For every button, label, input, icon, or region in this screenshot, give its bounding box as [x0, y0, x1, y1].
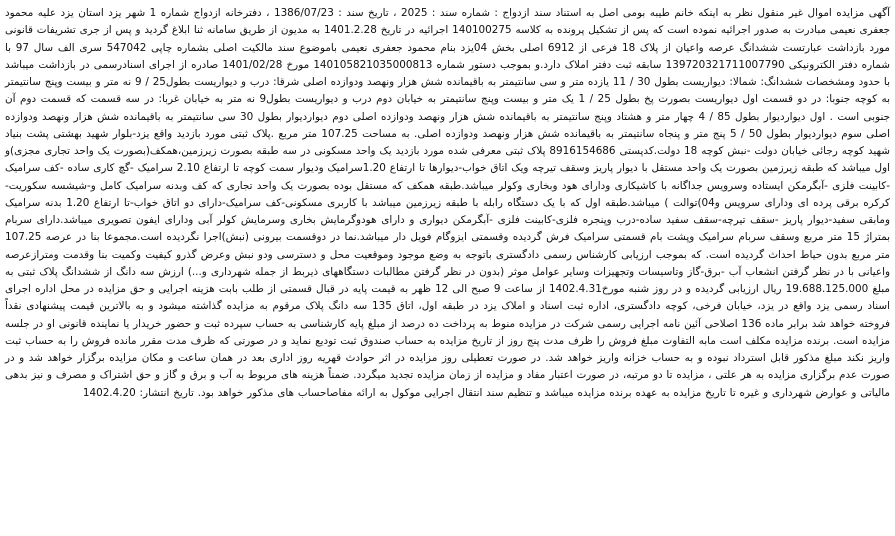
- auction-notice: [5, 5, 890, 526]
- notice-body-text: آگهی مزایده اموال غیر منقول نظر به اینکه خانم طیبه بومی اصل به استناد سند ازدواج : شماره سند : 2025 ، تاریخ سند : 1386/07/23 ، دفترخانه ازدواج شماره 1 شهر یزد استان یزد علیه محمود جعفری نعیمی مبادرت به صدور اجرائیه نموده است که پس از تشکیل پرونده به کلاسه 140100275 اجرائیه در تاریخ 1401.2.28 به مدیون از طریق سامانه ثنا ابلاغ گردید و پس از جری تشریفات قانونی مورد بازداشت عبارتست ششدانگ عرصه واعیان از پلاک 18 فرعی از 6912 اصلی بخش 04یزد بنام محمود جعفری نعیمی باموضوع سند مالکیت اصلی بشماره چاپی 547042 سری الف سال 97 با شماره دفتر الکترونیکی 13972032171100779​0 سابقه ثبت دفتر املاک دارد.و بموجب دستور شماره 140105821035000813 مورخ 1401/02/28 صادره از اجرای اسنادرسمی در بازداشت میباشد با حدود ومشخصات ششدانگ: شمالا: دیواریست بطول 30 / 11 یازده متر و سی سانتیمتر به باقیمانده شش هزار ونهصد ودوازده اصلی شرقا: درب و دیواریست بطول25 / 9 نه متر و بیست وپنج سانتیمتر به کوچه جنوبا: در دو قسمت اول دیواریست بصورت پخ بطول 25 / 1 یک متر و بیست وپنج سانتیمتر به خیابان دوم درب و دیواریست بطول9 نه متر به خیابان غربا: در سه قسمت که قسمت دوم آن جنوبی است . اول دیواردیوار بطول 85 / 4 چهار متر و هشتاد وپنج سانتیمتر به باقیمانده شش هزار ونهصد ودوازده اصلی دوم دیواردیوار بطول 30 سی سانتیمتر به باقیمانده شش هزار ونهصد ودوازده اصلی سوم دیواردیوار بطول 50 / 5 پنج متر و پنجاه سانتیمتر به باقیمانده شش هزار ونهصد ودوازده اصلی. به مساحت 107.25 متر مربع .پلاک ثبتی مورد بازدید واقع یزد-بلوار شهید بهشتی پشت بنیاد شهید کوچه رجائی خیابان دولت -نبش کوچه 18 دولت.کدپستی 8916154686 پلاک ثبتی معرفی شده مورد بازدید یک واحد مسکونی در سه طبقه بصورت زیرزمین،همکف(بصورت یک واحد تجاری مجزی)و اول میباشد که طبقه زیرزمین بصورت یک واحد مستقل با دیوار پاریز وسقف تیرچه ویک اتاق خواب-دیوارها تا ارتفاع 1.20سرامیک ودیوار سمت کوچه تا ارتفاع 2.10 سرامیک -گچ کاری ساده -کف سرامیک -کابینت فلزی -آبگرمکن ایستاده وسرویس جداگانه با کاشیکاری ودارای هود وبخاری وکولر میباشد.طبقه همکف که مستقل بوده بصورت یک واحد تجاری که کف وبدنه سرامیک کامل و-شیشسه سکوریت-کرکره برقی پرده ای ودارای سرویس و04)توالت ) میباشد.طبقه اول که با یک دستگاه رابله با طبقه زیرزمین میباشد با کاربری مسکونی-کف سرامیک-دارای دو اتاق خواب-تا ارتفاع 1.20 بدنه سرامیک ومابقی سفید-دیوار پاریز -سقف تیرچه-سقف سفید ساده-درب وپنجره فلزی-کابینت فلزی -آبگرمکن دیواری و دارای هودوگرمایش بخاری وسرمایش کولر آبی ودارای ایفون تصویری میباشد.دارای سربام بمتراژ 15 متر مربع وسقف سربام سرامیک وپشت بام قسمتی سرامیک فرش گردیده وقسمتی ایزوگام فویل دار میباشد.نما در دوقسمت بیرونی (نبش)اجرا نگردیده است.مجموعا بنا در عرصه 107.25 متر مربع بدون حیاط احداث گردیده است. که بموجب ارزیابی کارشناس رسمی دادگستری باتوجه به وضع موجود وموقعیت محل و دسترسی ودو نبش وعرض گذرو کیفیت وکمیت بنا وقدمت ومترازعرصه واعیانی با در نظر گرفتن انشعاب آب -برق-گاز وتاسیسات وتجهیزات وسایر عوامل موثر (بدون در نظر گرفتن مطالبات دستگاههای ذیربط از جمله شهرداری و...) ارزش سه دانگ از ششدانگ پلاک ثبتی به مبلغ 19.688.125.000 ریال ارزیابی گردیده و در روز شنبه مورخ1402.4.31 از ساعت 9 صبح الی 12 ظهر به قیمت پایه در قبال قسمتی از طلب بابت هزینه اجرایی و حق مزایده در محل اداره اجرای اسناد رسمی یزد واقع در یزد، خیابان فرخی، کوچه دادگستری، اداره ثبت اسناد و املاک یزد در طبقه اول، اتاق 135 سه دانگ پلاک مرقوم به مزایده گذاشته میشود و به بالاترین قیمت پیشنهادی نقداً فروخته خواهد شد برابر ماده 136 اصلاحی آئین نامه اجرایی رسمی شرکت در مزایده منوط به پرداخت ده درصد از مبلغ پایه کارشناسی به حساب سپرده ثبت و حضور خریدار یا نماینده قانونی او در جلسه مزایده است. برنده مزایده مکلف است مابه التفاوت مبلغ فروش را ظرف مدت پنج روز از تاریخ مزایده به حساب صندوق ثبت تودیع نماید و در صورتی که ظرف مدت مقرر مانده فروش را به حساب ثبت واریز نکند مبلغ مذکور قابل استرداد نبوده و به حساب خزانه واریز خواهد شد. در صورت تعطیلی روز مزایده در اثر حوادث قهریه روز اداری بعد در همان ساعت و مکان مزایده برگزار خواهد شد و در صورت عدم برگزاری مزایده به هر علتی ، مزایده تا دو مرتبه، در صورت اعتبار مفاد و مزایده از زمان مزایده تجدید میگردد. ضمناً هزینه های مربوط به آب و برق و گاز و حق اشتراک و مصرف و نیز بدهی مالیاتی و عوارض شهرداری و غیره تا تاریخ مزایده به عهده برنده مزایده میباشد و تنظیم سند انتقال اجرایی موکول به ارائه مفاصاحساب های مذکور خواهد بود. تاریخ انتشار: 1402.4.20: [5, 7, 891, 399]
